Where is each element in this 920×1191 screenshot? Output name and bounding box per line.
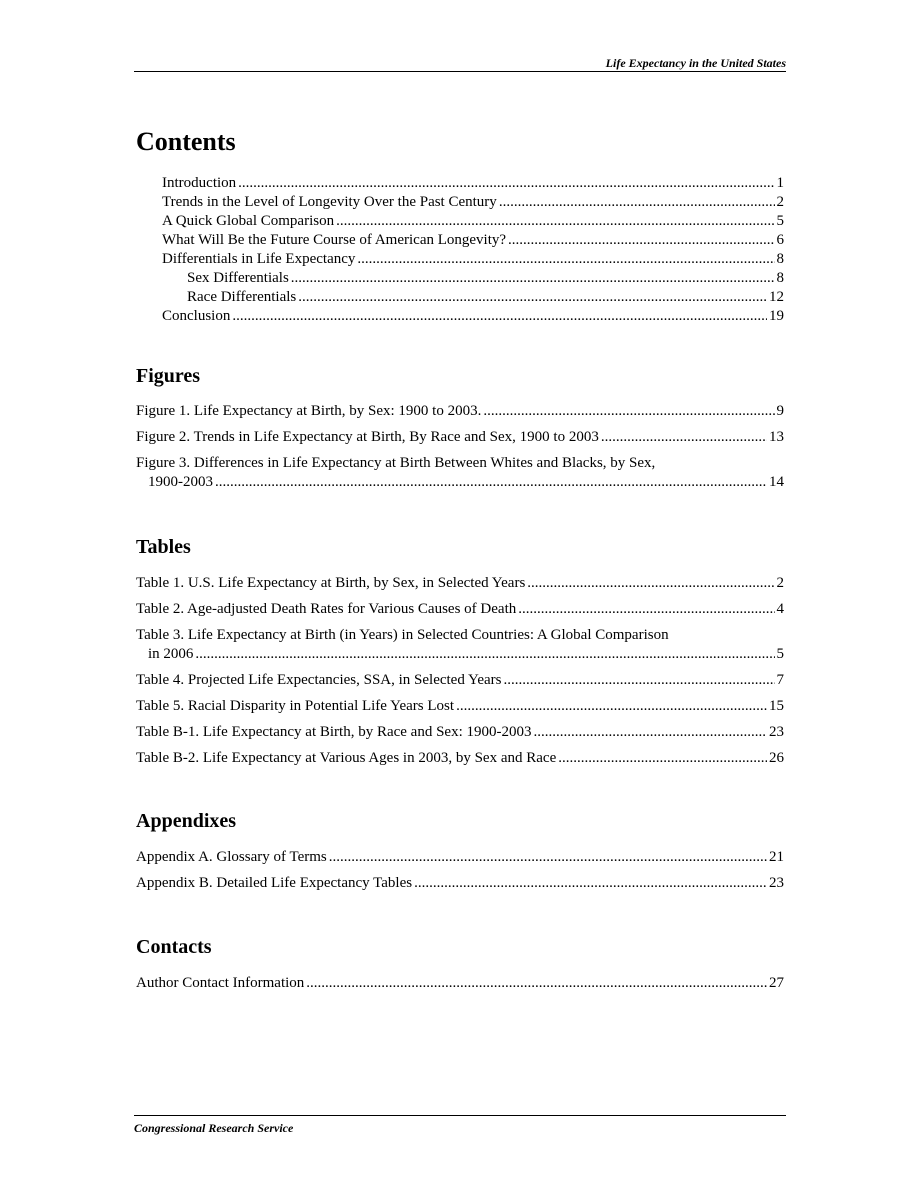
- toc-label: Author Contact Information: [136, 975, 305, 991]
- toc-label: Appendix A. Glossary of Terms: [136, 849, 327, 865]
- toc-label: Table B-2. Life Expectancy at Various Ages in 2003, by Sex and Race: [136, 750, 557, 766]
- toc-page: 6: [776, 232, 784, 248]
- contacts-list: [136, 974, 784, 1000]
- figures-list: [136, 402, 784, 499]
- toc-label: Figure 2. Trends in Life Expectancy at Birth, By Race and Sex, 1900 to 2003: [136, 429, 599, 445]
- toc-page: 23: [769, 724, 784, 740]
- toc-page: 2: [776, 575, 784, 591]
- contents-list: [136, 174, 784, 326]
- toc-label: Table 1. U.S. Life Expectancy at Birth, by Sex, in Selected Years: [136, 575, 526, 591]
- contents-heading: Contents: [136, 127, 236, 156]
- toc-label: Introduction: [162, 175, 237, 191]
- figure-entry-2[interactable]: [136, 428, 784, 447]
- toc-entry-trends[interactable]: [136, 193, 784, 212]
- toc-page: 5: [776, 213, 784, 229]
- toc-label: Appendix B. Detailed Life Expectancy Tables: [136, 875, 413, 891]
- toc-page: 12: [769, 289, 784, 305]
- toc-page: 13: [769, 429, 784, 445]
- toc-label: Figure 1. Life Expectancy at Birth, by Sex: 1900 to 2003.: [136, 403, 482, 419]
- toc-page: 15: [769, 698, 784, 714]
- toc-page: 4: [776, 601, 784, 617]
- tables-heading: Tables: [136, 536, 191, 558]
- toc-page: 21: [769, 849, 784, 865]
- toc-page: 23: [769, 875, 784, 891]
- appendixes-heading: Appendixes: [136, 810, 237, 832]
- toc-page: 27: [769, 975, 784, 991]
- figure-entry-1[interactable]: [136, 402, 784, 421]
- toc-entry-global-comparison[interactable]: [136, 212, 784, 231]
- figures-heading: Figures: [136, 365, 201, 387]
- table-entry-4[interactable]: [136, 671, 784, 690]
- toc-label: Differentials in Life Expectancy: [162, 251, 356, 267]
- toc-label-line1: Table 3. Life Expectancy at Birth (in Years) in Selected Countries: A Global Comparison: [136, 627, 669, 643]
- toc-label: What Will Be the Future Course of American Longevity?: [162, 232, 507, 248]
- toc-page: 19: [769, 308, 784, 324]
- table-entry-3[interactable]: [136, 626, 784, 664]
- appendix-entry-a[interactable]: [136, 848, 784, 867]
- toc-page: 14: [769, 474, 784, 490]
- toc-label-line2: in 2006: [148, 646, 194, 662]
- toc-label: Sex Differentials: [187, 270, 289, 286]
- toc-page: 8: [776, 270, 784, 286]
- toc-entry-race-differentials[interactable]: [136, 288, 784, 307]
- toc-page: 8: [776, 251, 784, 267]
- appendixes-list: [136, 848, 784, 900]
- toc-page: 26: [769, 750, 784, 766]
- toc-label: Table 2. Age-adjusted Death Rates for Various Causes of Death: [136, 601, 517, 617]
- toc-page: 2: [776, 194, 784, 210]
- table-entry-5[interactable]: [136, 697, 784, 716]
- toc-entry-introduction[interactable]: [136, 174, 784, 193]
- toc-page: 7: [776, 672, 784, 688]
- table-entry-b2[interactable]: [136, 749, 784, 768]
- toc-label: Table B-1. Life Expectancy at Birth, by Race and Sex: 1900-2003: [136, 724, 532, 740]
- toc-page: 9: [776, 403, 784, 419]
- toc-page: 5: [776, 646, 784, 662]
- toc-label: Trends in the Level of Longevity Over the Past Century: [162, 194, 497, 210]
- toc-entry-conclusion[interactable]: [136, 307, 784, 326]
- toc-label: Table 4. Projected Life Expectancies, SSA, in Selected Years: [136, 672, 502, 688]
- toc-label: Race Differentials: [187, 289, 297, 305]
- table-entry-2[interactable]: [136, 600, 784, 619]
- toc-entry-differentials[interactable]: [136, 250, 784, 269]
- appendix-entry-b[interactable]: [136, 874, 784, 893]
- toc-label: Conclusion: [162, 308, 231, 324]
- contact-entry-author[interactable]: [136, 974, 784, 993]
- running-footer: [134, 1115, 786, 1136]
- footer-org: Congressional Research Service: [134, 1121, 294, 1135]
- tables-list: [136, 574, 784, 775]
- toc-label-line1: Figure 3. Differences in Life Expectancy at Birth Between Whites and Blacks, by Sex,: [136, 455, 656, 471]
- contacts-heading: Contacts: [136, 936, 212, 958]
- table-entry-1[interactable]: [136, 574, 784, 593]
- toc-label-line2: 1900-2003: [148, 474, 213, 490]
- running-header: [134, 56, 786, 72]
- toc-entry-future-course[interactable]: [136, 231, 784, 250]
- table-entry-b1[interactable]: [136, 723, 784, 742]
- toc-page: 1: [776, 175, 784, 191]
- figure-entry-3[interactable]: [136, 454, 784, 492]
- header-title: Life Expectancy in the United States: [605, 56, 786, 70]
- toc-label: Table 5. Racial Disparity in Potential Life Years Lost: [136, 698, 455, 714]
- toc-entry-sex-differentials[interactable]: [136, 269, 784, 288]
- toc-label: A Quick Global Comparison: [162, 213, 335, 229]
